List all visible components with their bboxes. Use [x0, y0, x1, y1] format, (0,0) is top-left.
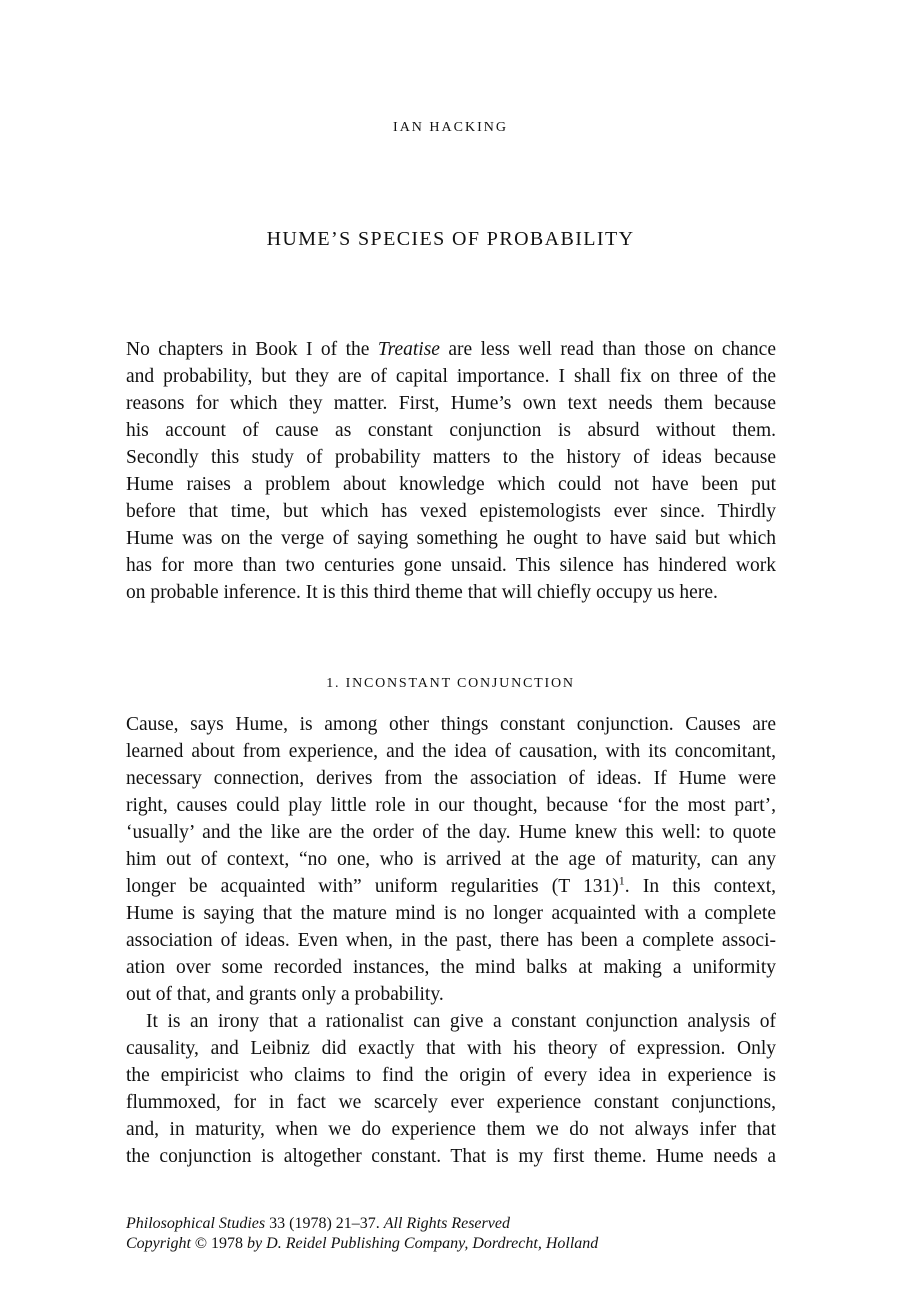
text-line: him out of context, “no one, who is arrived at the age of maturity, can any — [126, 849, 776, 870]
publisher-name: by D. Reidel Publishing Company, Dordrecht, Holland — [247, 1235, 599, 1252]
text-line — [126, 336, 776, 363]
text-line: ation over some recorded instances, the mind balks at making a uniformity — [126, 957, 776, 978]
volume-number: 33 — [269, 1215, 286, 1232]
text-line: out of that, and grants only a probability. — [126, 984, 444, 1005]
text-line: and probability, but they are of capital importance. I shall fix on three of the — [126, 366, 776, 387]
rights-statement: All Rights Reserved — [383, 1215, 510, 1232]
text-line: Cause, says Hume, is among other things constant conjunction. Causes are — [126, 714, 776, 735]
text-line: Hume is saying that the mature mind is no longer acquainted with a complete — [126, 903, 776, 924]
text-line: on probable inference. It is this third theme that will chiefly occupy us here. — [126, 582, 718, 603]
text-line: causality, and Leibniz did exactly that with his theory of expression. Only — [126, 1038, 776, 1059]
text-line: the empiricist who claims to find the origin of every idea in experience is — [126, 1065, 776, 1086]
footnote-marker[interactable]: 1 — [618, 873, 625, 888]
text-line: the conjunction is altogether constant. That is my first theme. Hume needs a — [126, 1146, 776, 1167]
text-line: flummoxed, for in fact we scarcely ever experience constant conjunctions, — [126, 1092, 776, 1113]
text-line: ‘usually’ and the like are the order of the day. Hume knew this well: to quote — [126, 822, 776, 843]
citation-line — [126, 1214, 776, 1234]
text-line: Secondly this study of probability matters to the history of ideas because — [126, 447, 776, 468]
text-run: . In this context, — [624, 876, 776, 897]
text-line: before that time, but which has vexed epistemologists ever since. Thirdly — [126, 501, 776, 522]
citation-footer — [126, 1214, 776, 1254]
text-line: necessary connection, derives from the association of ideas. If Hume were — [126, 768, 776, 789]
text-line: and, in maturity, when we do experience them we do not always infer that — [126, 1119, 776, 1140]
copyright-year: 1978 — [211, 1235, 244, 1252]
intro-paragraph — [126, 336, 776, 606]
year-pages: (1978) 21–37. — [289, 1215, 380, 1232]
copyright-symbol: © — [194, 1235, 208, 1252]
text-line: right, causes could play little role in our thought, because ‘for the most part’, — [126, 795, 776, 816]
text-line: Hume was on the verge of saying something he ought to have said but which — [126, 528, 776, 549]
italic-title-treatise: Treatise — [377, 339, 440, 360]
section-heading: 1. INCONSTANT CONJUNCTION — [326, 676, 575, 691]
text-line: reasons for which they matter. First, Hume’s own text needs them because — [126, 393, 776, 414]
text-line — [126, 873, 776, 900]
journal-name: Philosophical Studies — [126, 1215, 266, 1232]
copyright-line — [126, 1234, 776, 1254]
text-line: learned about from experience, and the idea of causation, with its concomitant, — [126, 741, 776, 762]
text-line: It is an irony that a rationalist can give a constant conjunction analysis of — [146, 1011, 776, 1032]
text-line: Hume raises a problem about knowledge which could not have been put — [126, 474, 776, 495]
text-run: No chapters in Book I of the — [126, 339, 378, 360]
author-name: IAN HACKING — [393, 120, 508, 135]
text-line: association of ideas. Even when, in the past, there has been a complete associ- — [126, 930, 776, 951]
text-run: are less well read than those on chance — [439, 339, 776, 360]
copyright-label: Copyright — [126, 1235, 191, 1252]
text-line: his account of cause as constant conjunction is absurd without them. — [126, 420, 776, 441]
text-line: has for more than two centuries gone unsaid. This silence has hindered work — [126, 555, 776, 576]
section-body — [126, 711, 776, 1170]
paper-title: HUME’S SPECIES OF PROBABILITY — [266, 228, 635, 250]
text-run: longer be acquainted with” uniform regularities (T 131) — [126, 876, 619, 897]
